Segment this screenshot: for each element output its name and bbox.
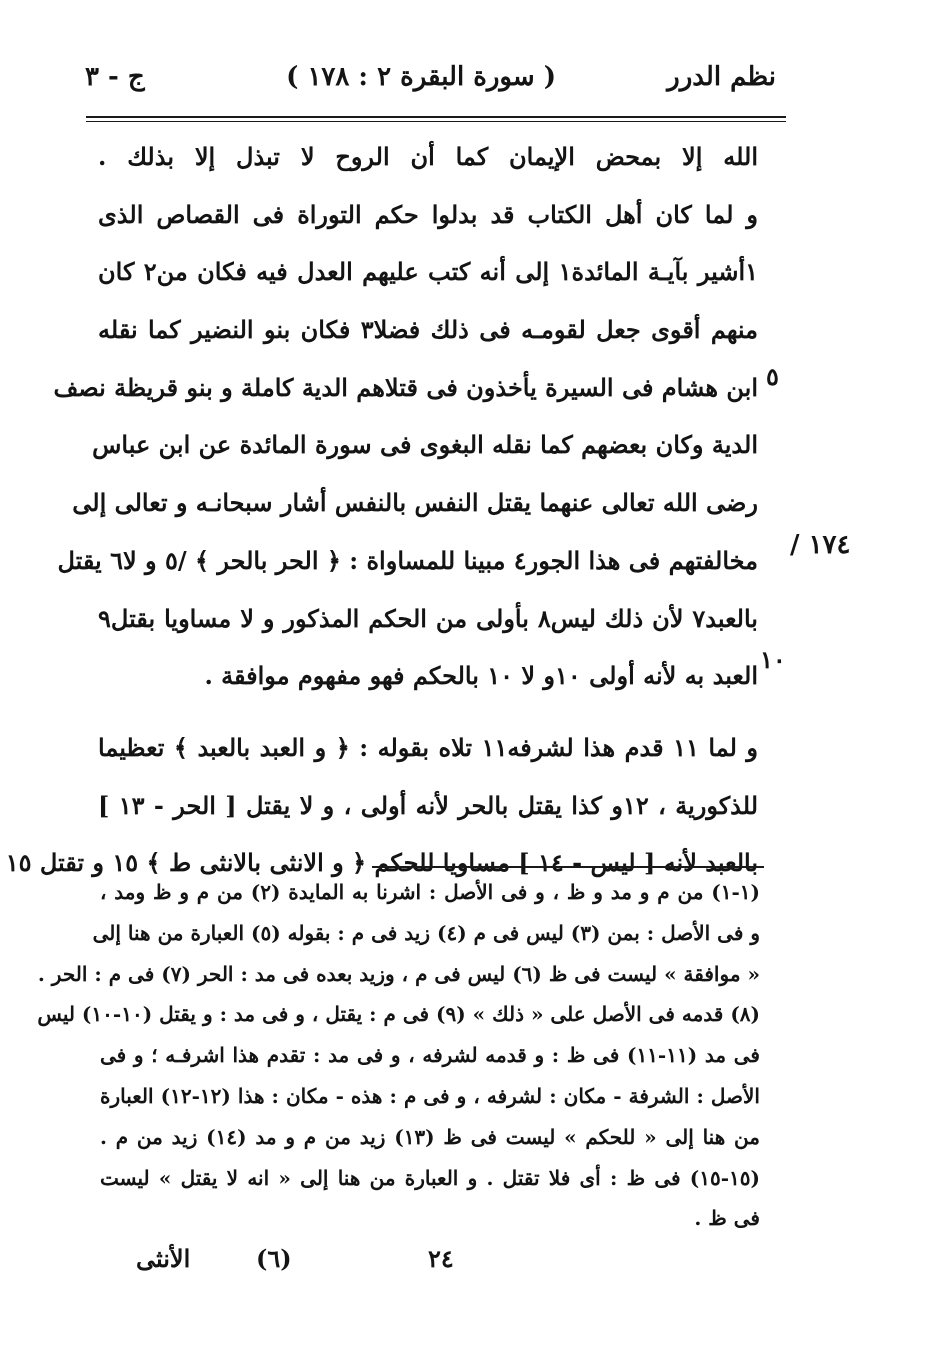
text-line: للذكورية ، ١٢و كذا يقتل بالحر لأنه أولى ، و لا يقتل [ الحر - ١٣ ] [98,790,759,820]
text-line: بالعبد٧ لأن ذلك ليس٨ بأولى من الحكم المذكور و لا مساويا بقتل٩ [98,603,758,633]
page-number: ٢٤ [428,1244,454,1273]
text-line: رضى الله تعالى عنهما يقتل النفس بالنفس أشار سبحانـه و تعالى إلى [72,488,758,518]
header-rule-thin [86,121,786,122]
text-line: و لما ١١ قدم هذا لشرفه١١ تلاه بقوله : ﴿ و العبد بالعبد ﴾ تعظيما [98,732,758,762]
footnote-line: من هنا إلى « للحكم » ليست فى ظ (١٣) زيد من م و مد (١٤) زيد من م . [100,1124,760,1149]
book-title: نظم الدرر [667,62,776,92]
section-marker: (٦) [256,1244,292,1273]
running-header [85,58,776,102]
text-line: مخالفتهم فى هذا الجور٤ مبينا للمساواة : ﴿ الحر بالحر ﴾ /٥ و لا٦ يقتل [57,545,758,575]
text-line: بالعبد لأنه [ ليس - ١٤ ] مساويا للحكم ﴿ و الانثى بالانثى ط ﴾ ١٥ و تقتل ١٥ [5,848,758,878]
text-line: ابن هشام فى السيرة يأخذون فى قتلاهم الدية كاملة و بنو قريظة نصف [53,372,758,402]
footnote-line: (١٥-١٥) فى ظ : أى فلا تقتل . و العبارة من هنا إلى « انه لا يقتل » ليست [100,1165,760,1190]
text-line: العبد به لأنه أولى ١٠و لا ١٠ بالحكم فهو مفهوم موافقة . [204,661,758,691]
footnote-line: « موافقة » ليست فى ظ (٦) ليس فى م ، وزيد بعده فى مد : الحر (٧) فى م : الحر . [37,961,760,986]
text-line: الله إلا بمحض الإيمان كما أن الروح لا تبذل إلا بذلك . [98,142,758,171]
text-line: و لما كان أهل الكتاب قد بدلوا حكم التوراة فى القصاص الذى [98,199,758,229]
paragraph-gap [98,705,758,719]
footnote-line: فى ظ . [694,1206,760,1231]
header-rule-thick [86,116,786,118]
footnote-rule [372,866,764,868]
footnotes [37,872,760,1239]
footnote-line: فى مد (١١-١١) فى ظ : و قدمه لشرفه ، و فى مد : تقدم هذا اشرفـه ؛ و فى [100,1043,760,1068]
footnote-line: الأصل : الشرفة - مكان : لشرفه ، و فى م : هذه - مكان : هذا (١٢-١٢) العبارة [100,1083,760,1108]
manuscript-folio-marker: ١٧٤ / [790,530,851,560]
text-line: الدية وكان بعضهم كما نقله البغوى فى سورة المائدة عن ابن عباس [92,430,758,460]
surah-reference: ( سورة البقرة ٢ : ١٧٨ ) [286,62,556,92]
text-line: منهم أقوى جعل لقومـه فى ذلك فضلا٣ فكان بنو النضير كما نقله [98,315,758,345]
line-number-5: ٥ [766,362,779,391]
footnote-line: و فى الأصل : بمن (٣) ليس فى م (٤) زيد فى م : بقوله (٥) العبارة من هنا إلى [92,920,760,945]
text-line: ١أشير بآيـة المائدة١ إلى أنه كتب عليهم العدل فيه فكان من٢ كان [98,257,758,287]
catchword: الأنثى [136,1244,191,1273]
volume-label: ج - ٣ [85,62,145,92]
line-number-10: ١٠ [760,645,786,674]
main-text [5,128,759,892]
footnote-line: (١-١) من م و مد و ظ ، و فى الأصل : اشرنا به المايدة (٢) من م و ظ ومد ، [100,880,760,904]
footnote-line: (٨) قدمه فى الأصل على « ذلك » (٩) فى م : يقتل ، و فى مد : و يقتل (١٠-١٠) ليس [37,1002,760,1027]
